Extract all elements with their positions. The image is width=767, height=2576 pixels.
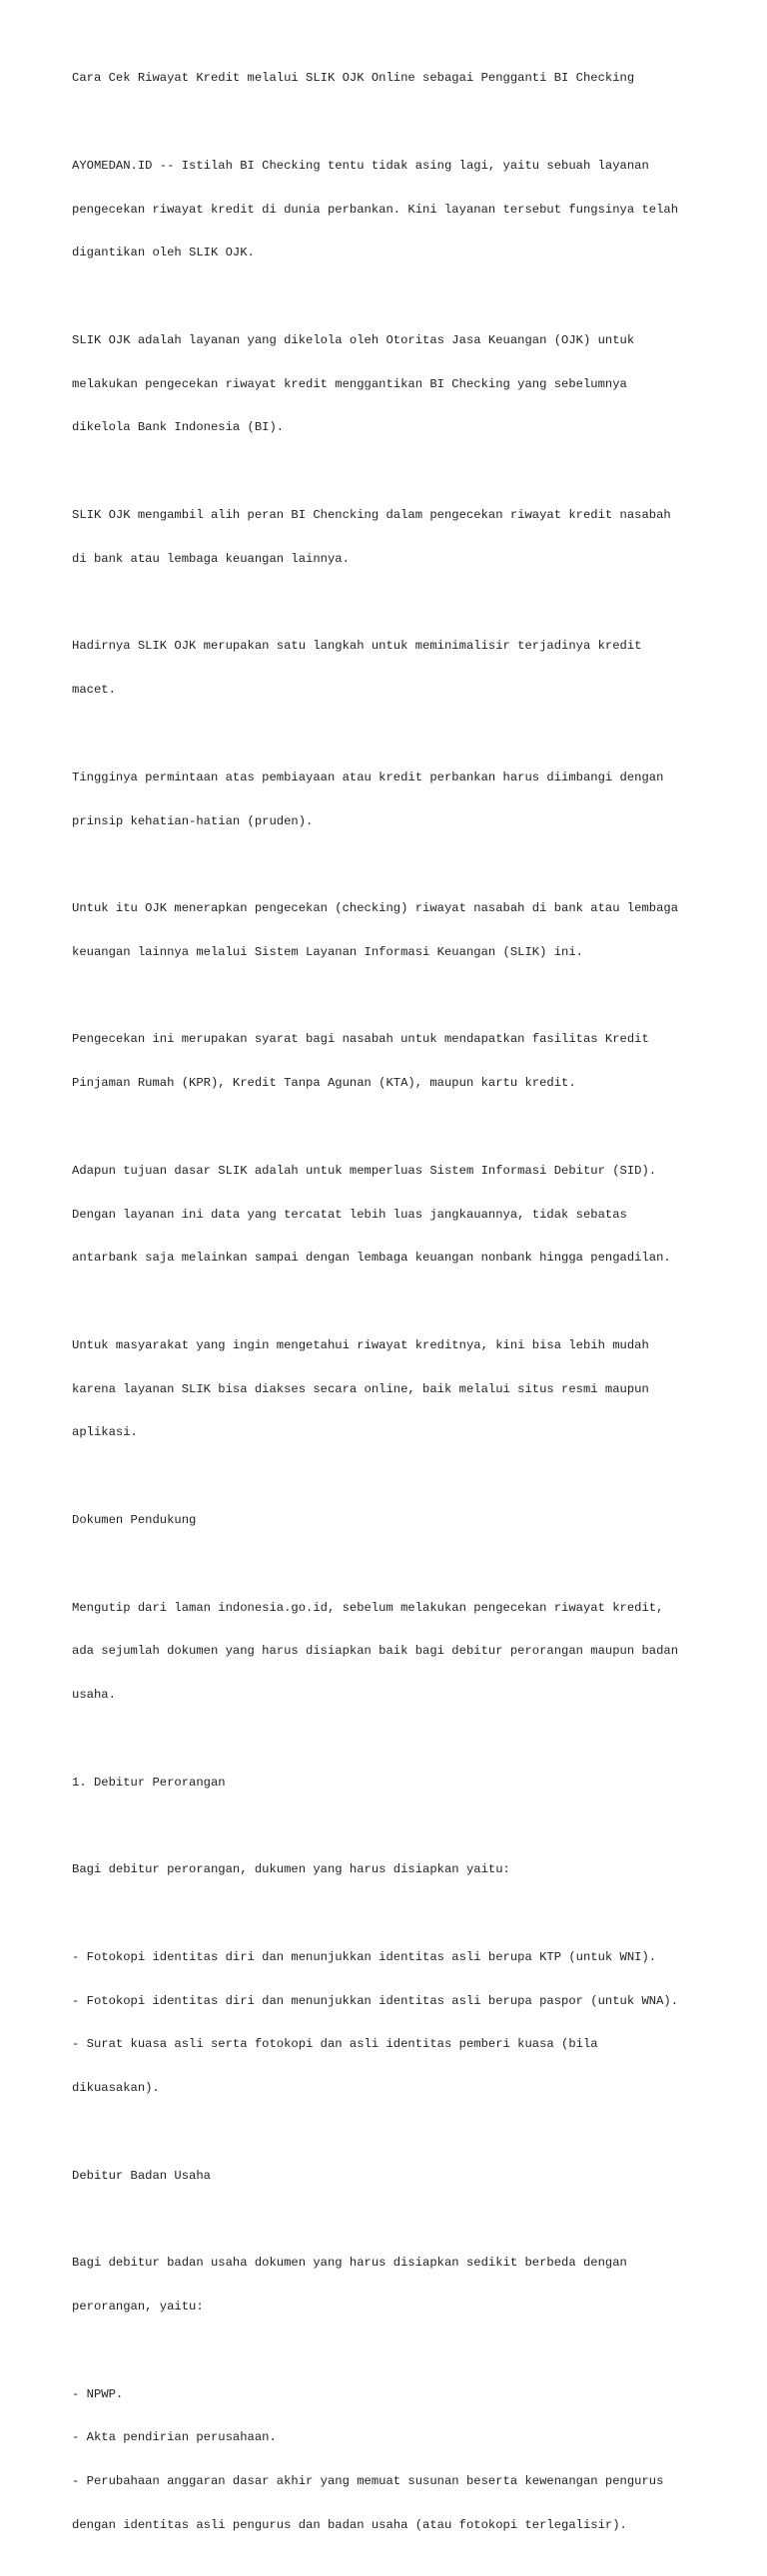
text-line: Adapun tujuan dasar SLIK adalah untuk memperluas Sistem Informasi Debitur (SID). bbox=[72, 1163, 657, 1178]
text-line: aplikasi. bbox=[72, 1425, 138, 1440]
text-line: antarbank saja melainkan sampai dengan lembaga keuangan nonbank hingga pengadilan. bbox=[72, 1251, 671, 1266]
paragraph bbox=[72, 610, 711, 727]
section-heading bbox=[72, 1484, 711, 1557]
list-item: - Surat kuasa asli serta fotokopi dan asli identitas pemberi kuasa (bila bbox=[72, 2037, 598, 2052]
list-item: - Fotokopi identitas diri dan menunjukkan identitas asli berupa paspor (untuk WNA). bbox=[72, 1993, 679, 2008]
paragraph bbox=[72, 1003, 711, 1120]
document-title: Cara Cek Riwayat Kredit melalui SLIK OJK Online sebagai Pengganti BI Checking bbox=[72, 71, 635, 85]
paragraph bbox=[72, 1833, 711, 1906]
text-line: Bagi debitur perorangan, dukumen yang harus disiapkan yaitu: bbox=[72, 1862, 510, 1877]
bullet-list bbox=[72, 1921, 711, 2125]
text-line: macet. bbox=[72, 683, 116, 698]
paragraph bbox=[72, 872, 711, 989]
text-line: SLIK OJK mengambil alih peran BI Chencking dalam pengecekan riwayat kredit nasabah bbox=[72, 508, 671, 523]
text-line: melakukan pengecekan riwayat kredit menggantikan BI Checking yang sebelumnya bbox=[72, 376, 627, 391]
heading-text: 1. Debitur Perorangan bbox=[72, 1775, 226, 1790]
paragraph bbox=[72, 1571, 711, 1732]
text-line: Hadirnya SLIK OJK merupakan satu langkah untuk meminimalisir terjadinya kredit bbox=[72, 639, 642, 654]
text-line: Pengecekan ini merupakan syarat bagi nasabah untuk mendapatkan fasilitas Kredit bbox=[72, 1032, 649, 1047]
text-line: usaha. bbox=[72, 1688, 116, 1703]
text-line: karena layanan SLIK bisa diakses secara online, baik melalui situs resmi maupun bbox=[72, 1381, 649, 1396]
paragraph bbox=[72, 1309, 711, 1470]
text-line: Untuk masyarakat yang ingin mengetahui riwayat kreditnya, kini bisa lebih mudah bbox=[72, 1337, 649, 1352]
text-line: Bagi debitur badan usaha dokumen yang harus disiapkan sedikit berbeda dengan bbox=[72, 2256, 627, 2271]
paragraph bbox=[72, 304, 711, 465]
paragraph bbox=[72, 742, 711, 858]
paragraph bbox=[72, 130, 711, 290]
paragraph bbox=[72, 2227, 711, 2343]
bullet-list bbox=[72, 2357, 711, 2561]
text-line: AYOMEDAN.ID -- Istilah BI Checking tentu tidak asing lagi, yaitu sebuah layanan bbox=[72, 158, 649, 173]
text-line: prinsip kehatian-hatian (pruden). bbox=[72, 813, 314, 828]
text-line: Tingginya permintaan atas pembiayaan atau kredit perbankan harus diimbangi dengan bbox=[72, 770, 664, 784]
text-line: Dengan layanan ini data yang tercatat lebih luas jangkauannya, tidak sebatas bbox=[72, 1207, 627, 1222]
text-line: Mengutip dari laman indonesia.go.id, sebelum melakukan pengecekan riwayat kredit, bbox=[72, 1600, 664, 1615]
text-line: digantikan oleh SLIK OJK. bbox=[72, 246, 255, 260]
paragraph bbox=[72, 479, 711, 596]
list-item-continuation: dengan identitas asli pengurus dan badan usaha (atau fotokopi terlegalisir). bbox=[72, 2517, 627, 2532]
document-page bbox=[72, 71, 711, 2576]
text-line: di bank atau lembaga keuangan lainnya. bbox=[72, 551, 350, 566]
text-line: SLIK OJK adalah layanan yang dikelola oleh Otoritas Jasa Keuangan (OJK) untuk bbox=[72, 332, 635, 347]
text-line: dikelola Bank Indonesia (BI). bbox=[72, 420, 285, 435]
list-item: - Akta pendirian perusahaan. bbox=[72, 2430, 277, 2445]
text-line: perorangan, yaitu: bbox=[72, 2300, 204, 2315]
heading-text: Dokumen Pendukung bbox=[72, 1513, 197, 1527]
text-line: pengecekan riwayat kredit di dunia perbankan. Kini layanan tersebut fungsinya telah bbox=[72, 202, 679, 217]
list-item: - NPWP. bbox=[72, 2386, 124, 2401]
heading-text: Debitur Badan Usaha bbox=[72, 2168, 211, 2183]
text-line: keuangan lainnya melalui Sistem Layanan Informasi Keuangan (SLIK) ini. bbox=[72, 944, 583, 959]
text-line: Pinjaman Rumah (KPR), Kredit Tanpa Agunan (KTA), maupun kartu kredit. bbox=[72, 1076, 576, 1091]
section-heading bbox=[72, 2140, 711, 2213]
text-line: Untuk itu OJK menerapkan pengecekan (checking) riwayat nasabah di bank atau lembaga bbox=[72, 901, 679, 916]
list-item: - Fotokopi identitas diri dan menunjukkan identitas asli berupa KTP (untuk WNI). bbox=[72, 1949, 657, 1964]
text-line: ada sejumlah dokumen yang harus disiapkan baik bagi debitur perorangan maupun badan bbox=[72, 1644, 679, 1659]
list-item-continuation: dikuasakan). bbox=[72, 2081, 160, 2096]
paragraph bbox=[72, 1135, 711, 1295]
section-heading bbox=[72, 1747, 711, 1819]
list-item: - Perubahaan anggaran dasar akhir yang memuat susunan beserta kewenangan pengurus bbox=[72, 2474, 664, 2489]
